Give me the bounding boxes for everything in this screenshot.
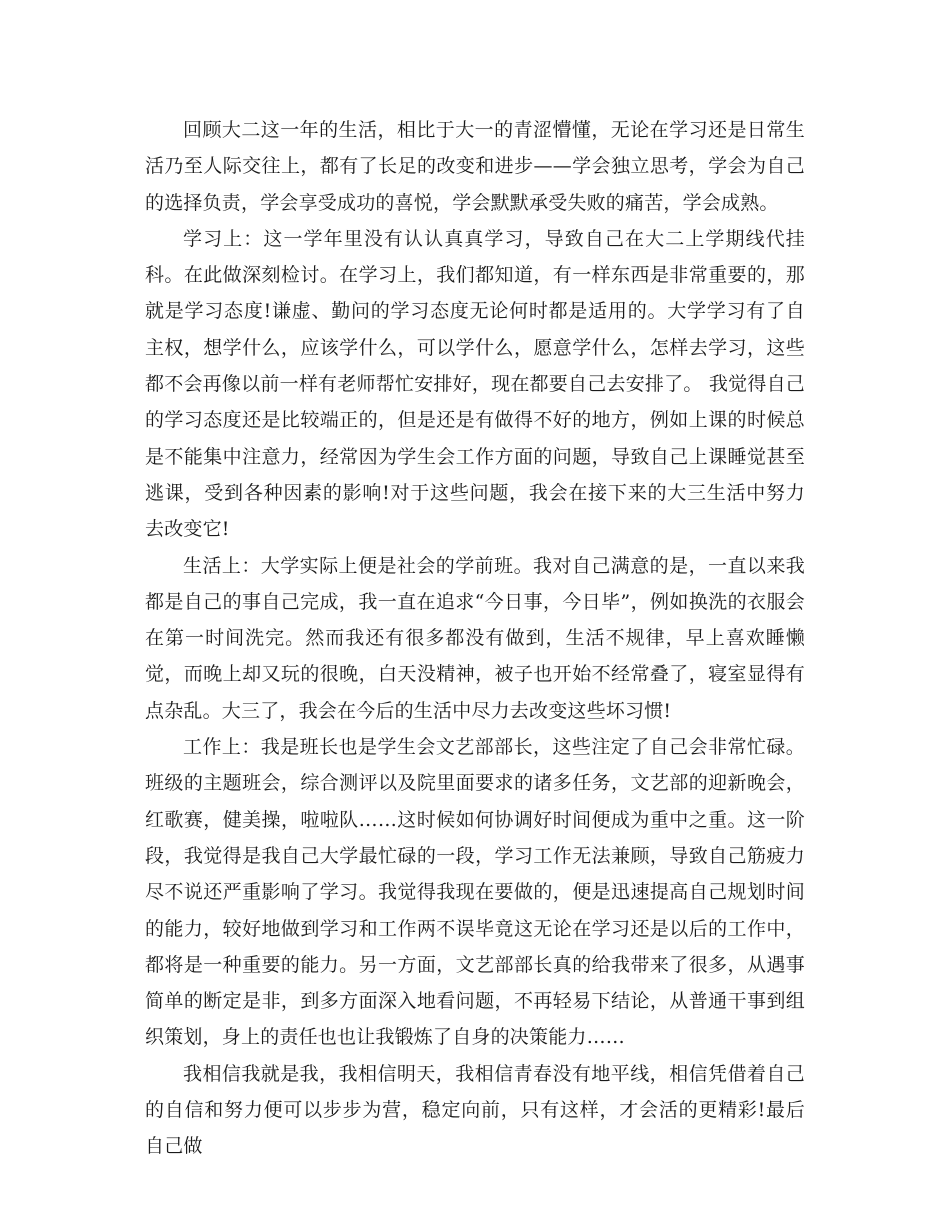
document-body xyxy=(145,112,805,1165)
paragraph-study: 学习上：这一学年里没有认认真真学习，导致自己在大二上学期线代挂科。在此做深刻检讨。在学习上，我们都知道，有一样东西是非常重要的，那就是学习态度!谦虚、勤问的学习态度无论何时都是适用的。大学学习有了自主权，想学什么，应该学什么，可以学什么，愿意学什么，怎样去学习，这些都不会再像以前一样有老师帮忙安排好，现在都要自己去安排了。 我觉得自己的学习态度还是比较端正的，但是还是有做得不好的地方，例如上课的时候总是不能集中注意力，经常因为学生会工作方面的问题，导致自己上课睡觉甚至逃课，受到各种因素的影响!对于这些问题，我会在接下来的大三生活中努力去改变它! xyxy=(145,227,805,541)
paragraph-conclusion: 我相信我就是我，我相信明天，我相信青春没有地平线，相信凭借着自己的自信和努力便可以步步为营，稳定向前，只有这样，才会活的更精彩!最后自己做 xyxy=(145,1062,805,1158)
paragraph-work: 工作上：我是班长也是学生会文艺部部长，这些注定了自己会非常忙碌。班级的主题班会，综合测评以及院里面要求的诸多任务，文艺部的迎新晚会，红歌赛，健美操，啦啦队……这时候如何协调好时间便成为重中之重。这一阶段，我觉得是我自己大学最忙碌的一段，学习工作无法兼顾，导致自己筋疲力尽不说还严重影响了学习。我觉得我现在要做的，便是迅速提高自己规划时间的能力，较好地做到学习和工作两不误毕竟这无论在学习还是以后的工作中，都将是一种重要的能力。另一方面，文艺部部长真的给我带来了很多，从遇事简单的断定是非，到多方面深入地看问题，不再轻易下结论，从普通干事到组织策划，身上的责任也也让我锻炼了自身的决策能力…… xyxy=(145,736,805,1049)
paragraph-intro: 回顾大二这一年的生活，相比于大一的青涩懵懂，无论在学习还是日常生活乃至人际交往上，都有了长足的改变和进步——学会独立思考，学会为自己的选择负责，学会享受成功的喜悦，学会默默承受失败的痛苦，学会成熟。 xyxy=(145,119,805,214)
paragraph-life: 生活上：大学实际上便是社会的学前班。我对自己满意的是，一直以来我都是自己的事自己完成，我一直在追求“今日事，今日毕”，例如换洗的衣服会在第一时间洗完。然而我还有很多都没有做到，生活不规律，早上喜欢睡懒觉，而晚上却又玩的很晚，白天没精神，被子也开始不经常叠了，寝室显得有点杂乱。大三了，我会在今后的生活中尽力去改变这些坏习惯! xyxy=(145,554,805,722)
